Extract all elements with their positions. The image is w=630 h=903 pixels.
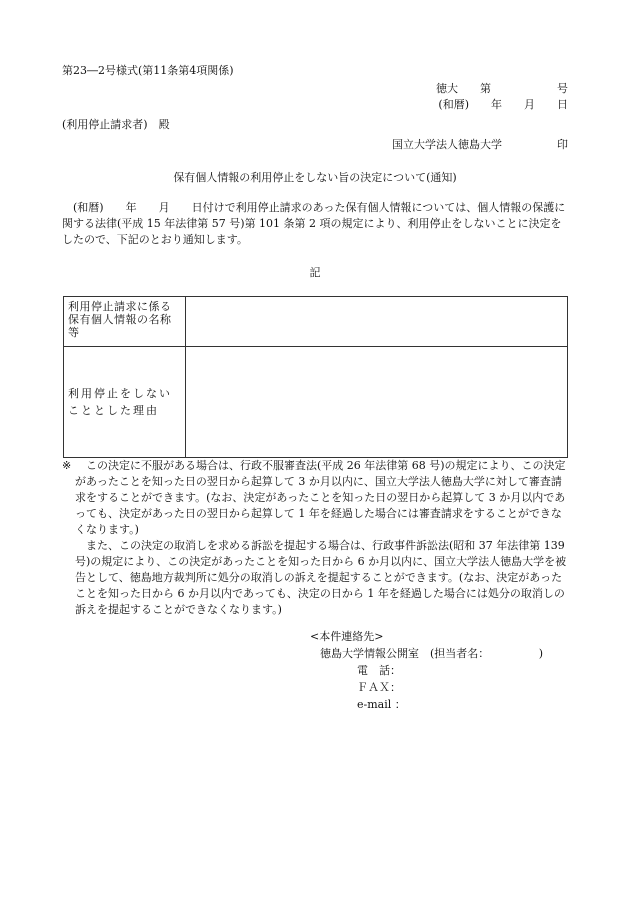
document-title: 保有個人情報の利用停止をしない旨の決定について(通知) [173, 171, 457, 184]
contact-office: 徳島大学情報公開室 (担当者名： ) [320, 647, 544, 660]
issuer: 国立大学法人徳島大学 印 [392, 138, 568, 151]
contact-email: e-mail ： [357, 698, 406, 711]
intro-paragraph: (和暦) 年 月 日付けで利用停止請求のあった保有個人情報については、個人情報の保護に関する法律(平成 15 年法律第 57 号)第 101 条第 2 項の規定により、利用停止をしないことに決定をしたので、下記のとおり通知します。 [62, 201, 566, 246]
table-label-info-name: 利用停止請求に係る保有個人情報の名称等 [64, 297, 186, 347]
note-appeal-paragraph: この決定に不服がある場合は、行政不服審査法(平成 26 年法律第 68 号)の規定により、この決定があったことを知った日の翌日から起算して 3 か月以内に、国立大学法人徳島大学に対して審査請求をすることができます。(なお、決定があったことを知った日の翌日から起算して 3 か月以内であっても、決定があった日の翌日から起算して 1 年を経過した場合には審査請求をすることができなくなります。) [75, 459, 566, 536]
table-label-reason: 利用停止をしないこととした理由 [64, 347, 186, 458]
addressee: (利用停止請求者) 殿 [62, 118, 170, 131]
contact-heading: <本件連絡先> [310, 630, 384, 643]
contact-fax: ＦＡＸ： [357, 681, 401, 694]
appeal-note [62, 458, 570, 618]
contact-phone: 電 話： [357, 664, 401, 677]
decision-table [63, 296, 568, 458]
note-mark: ※ [62, 459, 72, 472]
document-number: 徳大 第 号 [436, 82, 568, 95]
form-number: 第23―2号様式(第11条第4項関係) [62, 64, 234, 77]
table-value-info-name [186, 297, 568, 347]
ki-heading: 記 [309, 266, 321, 279]
note-lawsuit-paragraph: また、この決定の取消しを求める訴訟を提起する場合は、行政事件訴訟法(昭和 37 年法律第 139 号)の規定により、この決定があったことを知った日から 6 か月以内に、国立大学法人徳島大学を被告として、徳島地方裁判所に処分の取消しの訴えを提起することができます。(なお、決定があったことを知った日から 6 か月以内であっても、決定の日から 1 年を経過した場合には処分の取消しの訴えを提起することができなくなります。) [75, 539, 567, 616]
date-line: (和暦) 年 月 日 [438, 98, 568, 111]
table-value-reason [186, 347, 568, 458]
